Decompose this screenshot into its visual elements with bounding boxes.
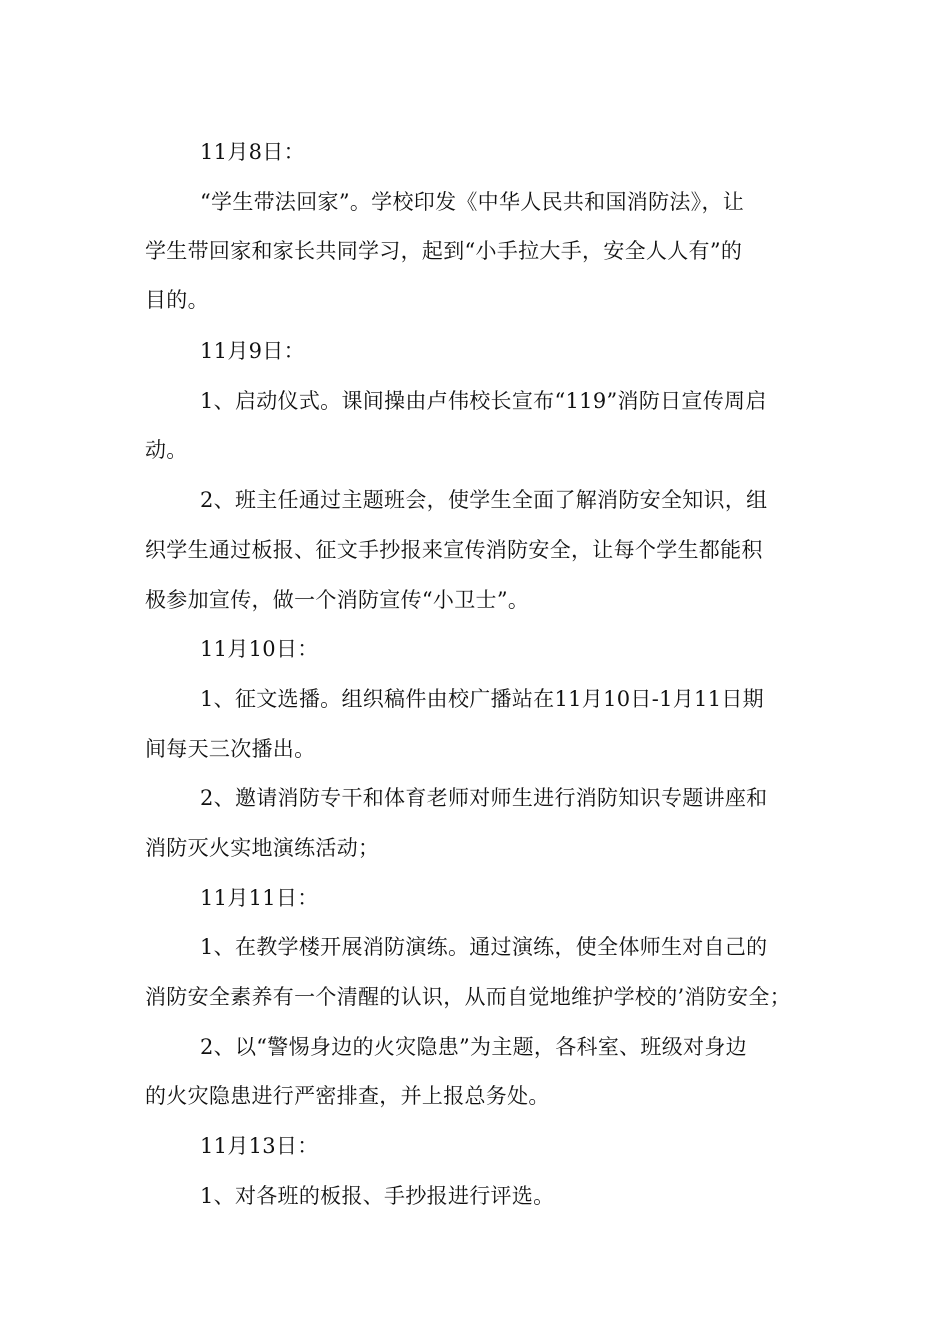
paragraph-line: 2、以“警惕身边的火灾隐患”为主题，各科室、班级对身边 bbox=[200, 1035, 747, 1059]
paragraph-line: 2、邀请消防专干和体育老师对师生进行消防知识专题讲座和 bbox=[200, 786, 768, 810]
paragraph-line: 消防灭火实地演练活动； bbox=[145, 836, 380, 860]
date-heading-nov-10: 11月10日： bbox=[200, 637, 319, 661]
paragraph-line: 间每天三次播出。 bbox=[145, 737, 316, 761]
paragraph-line: 1、启动仪式。课间操由卢伟校长宣布“119”消防日宣传周启 bbox=[200, 389, 767, 413]
paragraph-line: 1、征文选播。组织稿件由校广播站在11月10日-1月11日期 bbox=[200, 687, 764, 711]
paragraph-line: 目的。 bbox=[145, 288, 209, 312]
date-heading-nov-13: 11月13日： bbox=[200, 1134, 319, 1158]
paragraph-line: “学生带法回家”。学校印发《中华人民共和国消防法》，让 bbox=[200, 190, 745, 214]
date-heading-nov-11: 11月11日： bbox=[200, 886, 319, 910]
paragraph-line: 极参加宣传，做一个消防宣传“小卫士”。 bbox=[145, 588, 530, 612]
paragraph-line: 学生带回家和家长共同学习，起到“小手拉大手，安全人人有”的 bbox=[145, 239, 743, 263]
paragraph-line: 消防安全素养有一个清醒的认识，从而自觉地维护学校的’消防安全； bbox=[145, 985, 791, 1009]
paragraph-line: 的火灾隐患进行严密排查，并上报总务处。 bbox=[145, 1084, 550, 1108]
paragraph-line: 1、在教学楼开展消防演练。通过演练，使全体师生对自己的 bbox=[200, 935, 768, 959]
date-heading-nov-8: 11月8日： bbox=[200, 140, 305, 164]
paragraph-line: 2、班主任通过主题班会，使学生全面了解消防安全知识，组 bbox=[200, 488, 768, 512]
paragraph-line: 动。 bbox=[145, 438, 188, 462]
paragraph-line: 织学生通过板报、征文手抄报来宣传消防安全，让每个学生都能积 bbox=[145, 538, 763, 562]
date-heading-nov-9: 11月9日： bbox=[200, 339, 305, 363]
paragraph-line: 1、对各班的板报、手抄报进行评选。 bbox=[200, 1184, 555, 1208]
